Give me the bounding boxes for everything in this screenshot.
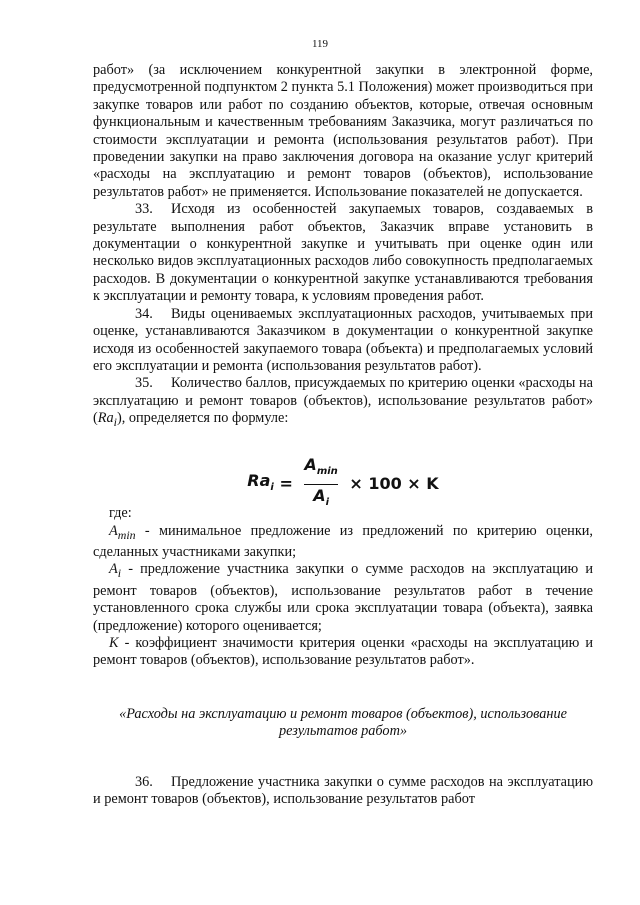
paragraph-number: 34. (135, 305, 153, 322)
paragraph-continuation: работ» (за исключением конкурентной закупки в электронной форме, предусмотренной подпунктом 2 пункта 5.1 Положения) может производиться при закупке товаров или работ по созданию объектов, которые, отвечая основным функциональным и качественным требованиям Заказчика, могут различаться по стоимости эксплуатации и ремонта (использования результатов работ). При проведении закупки на право заключения договора на оказание услуг критерий «расходы на эксплуатацию и ремонт товаров (объектов), использование результатов работ» не применяется. Использование показателей не допускается. (93, 62, 593, 200)
paragraph-text: Предложение участника закупки о сумме расходов на эксплуатацию и ремонт товаров (объектов), использование результатов работ (93, 773, 593, 808)
page-number: 119 (311, 38, 329, 50)
paragraph-text-end: ), определяется по формуле: (116, 410, 289, 427)
paragraph-text: Виды оцениваемых эксплуатационных расходов, учитываемых при оценке, устанавливаются Заказчиком в документации о конкурентной закупке исходя из особенностей закупаемого товара (объекта) и предполагаемых условий его эксплуатации и ремонта (использования результатов работ). (93, 305, 593, 374)
formula (93, 455, 593, 508)
variable-ra-subscript: i (113, 414, 117, 429)
paragraph-number: 36. (135, 773, 153, 790)
paragraph-text: Количество баллов, присуждаемых по критерию оценки «расходы на эксплуатацию и ремонт товаров (объектов), использование результатов работ» ( (93, 375, 593, 427)
definition-ai: $A_i$ - предложение участника закупки о сумме расходов на эксплуатацию и ремонт товаров (объектов), использование результатов работ в течение установленного срока службы или срока эксплуатации товара (объекта), заявка (предложение) которого оценивается; (93, 561, 593, 634)
fraction-bar (304, 484, 337, 485)
paragraph-35 (93, 375, 593, 431)
formula-equals: = (279, 474, 293, 494)
variable-ra: Ra (97, 410, 114, 427)
formula-fraction (304, 455, 337, 512)
section-heading (93, 706, 593, 740)
formula-lhs: $Ra_i$ (247, 470, 274, 493)
paragraph-text: Исходя из особенностей закупаемых товаров, создаваемых в результате выполнения работ объектов, Заказчик вправе установить в документации о конкурентной закупке и учитывать при оценке один или несколько видов эксплуатационных расходов либо совокупность предполагаемых расходов. В документации о конкурентной закупке устанавливаются требования к эксплуатации и ремонту товара, к условиям проведения работ. (93, 201, 593, 305)
section-heading-line-1: «Расходы на эксплуатацию и ремонт товаров (объектов), использование (119, 705, 567, 722)
paragraph-33 (93, 201, 593, 305)
definition-amin: $A_{min}$ - минимальное предложение из предложений по критерию оценки, сделанных участниками закупки; (93, 522, 593, 561)
paragraph-34 (93, 306, 593, 376)
paragraph-number: 35. (135, 375, 153, 392)
formula-rhs: × 100 × K (349, 474, 439, 494)
formula-numerator: $A_{min}$ (304, 455, 338, 478)
document-body (93, 62, 593, 809)
formula-denominator: $A_i$ (313, 485, 330, 508)
definition-k: K - коэффициент значимости критерия оценки «расходы на эксплуатацию и ремонт товаров (объектов), использование результатов работ». (93, 634, 593, 669)
section-heading-line-2: результатов работ» (278, 722, 408, 739)
paragraph-36 (93, 774, 593, 809)
where-label: где: (109, 505, 132, 522)
paragraph-number: 33. (135, 201, 153, 218)
